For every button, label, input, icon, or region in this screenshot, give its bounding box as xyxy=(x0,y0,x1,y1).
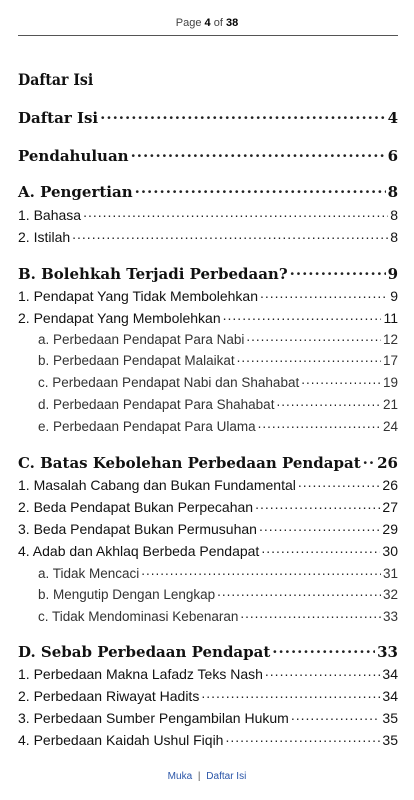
toc-entry-label: A. Pengertian xyxy=(18,183,133,201)
toc-dot-leader xyxy=(363,453,375,468)
toc-dot-leader xyxy=(135,182,386,197)
toc-entry-page: 30 xyxy=(382,543,398,559)
toc-entry-page: 9 xyxy=(390,288,398,304)
toc-entry-label: a. Perbedaan Pendapat Para Nabi xyxy=(38,331,245,347)
toc-dot-leader xyxy=(272,642,375,657)
toc-entry-label: d. Perbedaan Pendapat Para Shahabat xyxy=(38,396,275,412)
toc-entry[interactable] xyxy=(18,709,398,726)
toc-entry[interactable] xyxy=(18,182,398,201)
toc-entry-page: 26 xyxy=(377,454,398,472)
footer-link-daftar-isi[interactable]: Daftar Isi xyxy=(206,771,247,782)
toc-entry[interactable] xyxy=(38,373,398,390)
toc-entry[interactable] xyxy=(18,498,398,515)
toc-entry[interactable] xyxy=(18,228,398,245)
footer-separator: | xyxy=(197,771,201,782)
toc-entry-label: 2. Istilah xyxy=(18,229,71,245)
total-pages: 38 xyxy=(225,17,239,29)
toc-entry[interactable] xyxy=(38,585,398,602)
toc-entry[interactable] xyxy=(38,330,398,347)
toc-entry-page: 33 xyxy=(382,608,398,624)
toc-dot-leader xyxy=(223,309,382,323)
toc-entry-page: 29 xyxy=(382,521,398,537)
toc-dot-leader xyxy=(291,709,381,723)
toc-entry-label: 4. Adab dan Akhlaq Berbeda Pendapat xyxy=(18,543,260,559)
toc-entry-page: 33 xyxy=(377,643,398,661)
toc-dot-leader xyxy=(260,287,388,301)
toc-dot-leader xyxy=(258,417,381,431)
toc-entry[interactable] xyxy=(18,731,398,748)
toc-entry-label: 1. Masalah Cabang dan Bukan Fundamental xyxy=(18,477,296,493)
toc-entry-page: 26 xyxy=(382,477,398,493)
toc-entry-page: 31 xyxy=(382,565,398,581)
toc-dot-leader xyxy=(217,585,381,599)
page-of: of xyxy=(213,17,223,29)
footer-nav xyxy=(0,771,414,782)
toc-entry-label: b. Mengutip Dengan Lengkap xyxy=(38,586,216,602)
toc-dot-leader xyxy=(100,108,385,123)
page-prefix: Page xyxy=(175,17,202,29)
toc-entry-page: 17 xyxy=(382,352,398,368)
toc-entry[interactable] xyxy=(38,395,398,412)
toc-entry[interactable] xyxy=(18,476,398,493)
toc-entry-label: 2. Pendapat Yang Membolehkan xyxy=(18,310,221,326)
toc-entry[interactable] xyxy=(18,665,398,682)
toc-entry-label: c. Perbedaan Pendapat Nabi dan Shahabat xyxy=(38,374,300,390)
toc-entry[interactable] xyxy=(38,564,398,581)
toc-entry-page: 34 xyxy=(382,688,398,704)
toc-entry-page: 35 xyxy=(382,732,398,748)
toc-dot-leader xyxy=(83,206,388,220)
toc-dot-leader xyxy=(290,264,386,279)
toc-entry-page: 9 xyxy=(387,265,398,283)
toc-entry-page: 34 xyxy=(382,666,398,682)
toc-entry-label: Daftar Isi xyxy=(18,109,99,127)
toc-dot-leader xyxy=(201,687,380,701)
toc-dot-leader xyxy=(265,665,381,679)
toc-entry[interactable] xyxy=(38,607,398,624)
toc-dot-leader xyxy=(237,351,381,365)
toc-entry-page: 8 xyxy=(390,229,398,245)
toc-dot-leader xyxy=(301,373,381,387)
toc-entry-page: 4 xyxy=(387,109,398,127)
toc-entry[interactable] xyxy=(18,520,398,537)
toc-dot-leader xyxy=(298,476,381,490)
toc-entry[interactable] xyxy=(18,453,398,472)
toc-entry-label: b. Perbedaan Pendapat Malaikat xyxy=(38,352,235,368)
toc-dot-leader xyxy=(259,520,380,534)
toc-entry-label: c. Tidak Mendominasi Kebenaran xyxy=(38,608,239,624)
toc-dot-leader xyxy=(261,542,380,556)
toc-entry[interactable] xyxy=(38,417,398,434)
toc-dot-leader xyxy=(255,498,380,512)
toc-entry-label: 1. Bahasa xyxy=(18,207,82,223)
toc-entry[interactable] xyxy=(18,642,398,661)
toc-dot-leader xyxy=(141,564,381,578)
toc-dot-leader xyxy=(276,395,381,409)
toc-entry[interactable] xyxy=(18,309,398,326)
toc-entry-label: e. Perbedaan Pendapat Para Ulama xyxy=(38,418,256,434)
toc-entry-page: 35 xyxy=(382,710,398,726)
toc-title: Daftar Isi xyxy=(18,70,94,89)
toc-entry-label: D. Sebab Perbedaan Pendapat xyxy=(18,643,271,661)
toc-entry-label: C. Batas Kebolehan Perbedaan Pendapat xyxy=(18,454,361,472)
toc-entry[interactable] xyxy=(18,108,398,127)
toc-entry-page: 21 xyxy=(382,396,398,412)
toc-entry-page: 19 xyxy=(382,374,398,390)
toc-dot-leader xyxy=(72,228,388,242)
toc-entry-label: 4. Perbedaan Kaidah Ushul Fiqih xyxy=(18,732,224,748)
toc-entry-label: 2. Beda Pendapat Bukan Perpecahan xyxy=(18,499,254,515)
toc-entry-label: 1. Perbedaan Makna Lafadz Teks Nash xyxy=(18,666,263,682)
toc-entry-page: 24 xyxy=(382,418,398,434)
toc-dot-leader xyxy=(131,146,386,161)
toc-entry-label: 2. Perbedaan Riwayat Hadits xyxy=(18,688,200,704)
toc-entry-label: 3. Perbedaan Sumber Pengambilan Hukum xyxy=(18,710,289,726)
toc-entry-page: 11 xyxy=(383,310,398,326)
toc-entry[interactable] xyxy=(18,146,398,165)
toc-entry-label: 3. Beda Pendapat Bukan Permusuhan xyxy=(18,521,257,537)
toc-entry-page: 8 xyxy=(390,207,398,223)
footer-link-muka[interactable]: Muka xyxy=(167,771,193,782)
toc-entry[interactable] xyxy=(18,264,398,283)
current-page-number: 4 xyxy=(204,17,211,29)
toc-entry-page: 12 xyxy=(382,331,398,347)
toc-entry[interactable] xyxy=(18,542,398,559)
toc-entry[interactable] xyxy=(18,206,398,223)
toc-dot-leader xyxy=(225,731,380,745)
toc-entry-label: Pendahuluan xyxy=(18,147,129,165)
toc-entry-page: 8 xyxy=(387,183,398,201)
toc-entry[interactable] xyxy=(18,687,398,704)
toc-entry-page: 27 xyxy=(382,499,398,515)
toc-entry[interactable] xyxy=(38,351,398,368)
toc-entry-page: 32 xyxy=(382,586,398,602)
toc-entry-label: 1. Pendapat Yang Tidak Membolehkan xyxy=(18,288,258,304)
toc-entry-page: 6 xyxy=(387,147,398,165)
toc-entry-label: B. Bolehkah Terjadi Perbedaan? xyxy=(18,265,288,283)
toc-entry[interactable] xyxy=(18,287,398,304)
toc-dot-leader xyxy=(240,607,381,621)
toc-dot-leader xyxy=(246,330,381,344)
toc-entry-label: a. Tidak Mencaci xyxy=(38,565,140,581)
